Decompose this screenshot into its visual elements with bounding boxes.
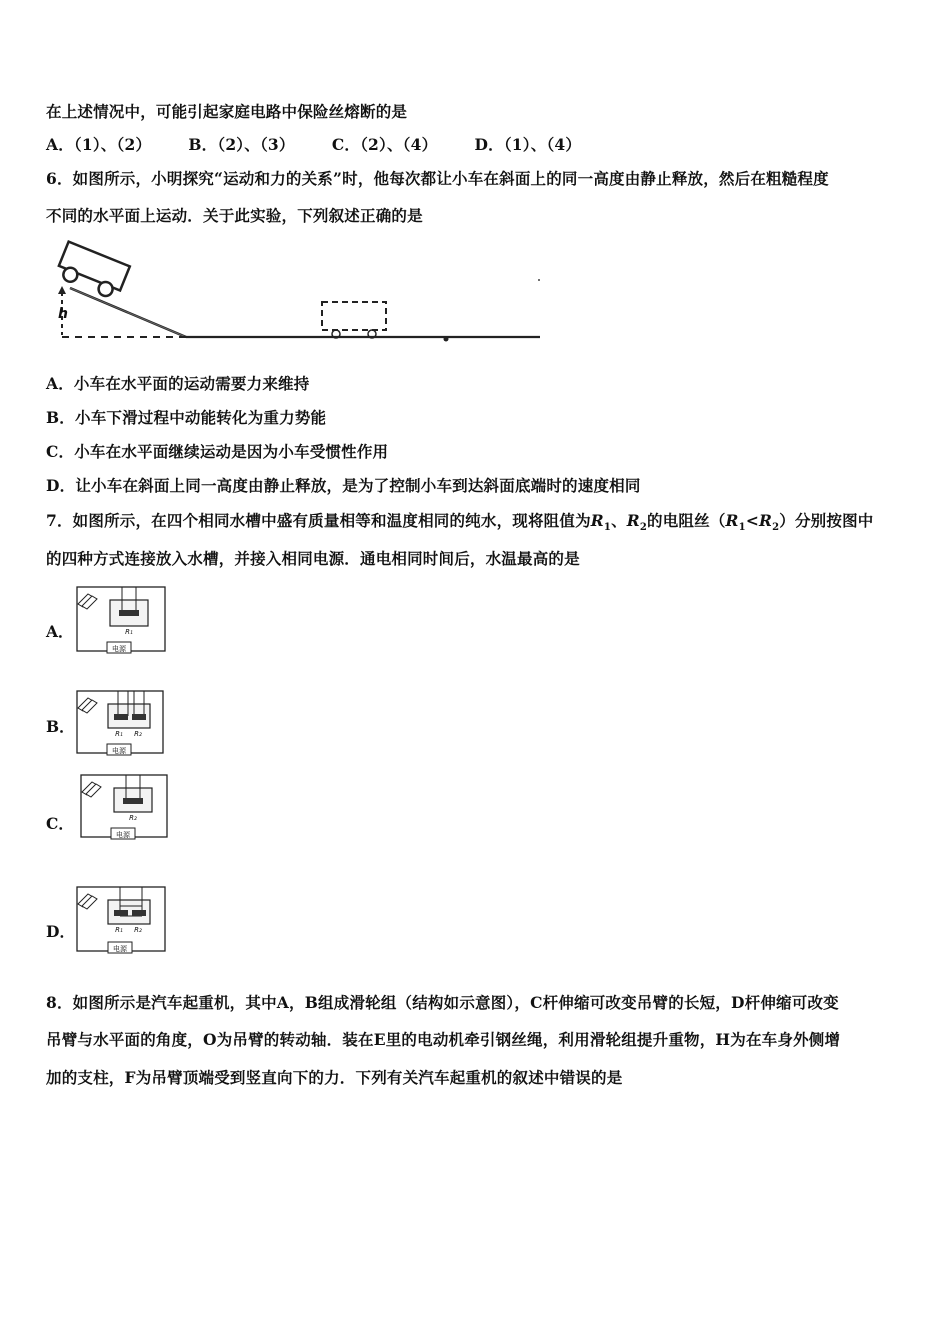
cart-dashed-position bbox=[322, 302, 386, 338]
q5-option-d[interactable]: D．（1）、（4） bbox=[474, 135, 582, 154]
circuit-c bbox=[78, 772, 174, 844]
svg-text:R₁: R₁ bbox=[115, 926, 123, 934]
q7-option-d-label[interactable]: D． bbox=[46, 922, 75, 941]
q6-option-a[interactable]: A．小车在水平面的运动需要力来维持 bbox=[46, 374, 310, 393]
svg-text:R₂: R₂ bbox=[134, 926, 142, 934]
q5-option-c[interactable]: C．（2）、（4） bbox=[331, 135, 438, 154]
svg-text:R₂: R₂ bbox=[134, 730, 142, 738]
svg-text:电源: 电源 bbox=[112, 645, 126, 653]
q6-stem-line1: 6．如图所示，小明探究“运动和力的关系”时，他每次都让小车在斜面上的同一高度由静止释放，然后在粗糙程度 bbox=[46, 169, 829, 188]
svg-text:R₁: R₁ bbox=[125, 628, 133, 636]
svg-text:R₁: R₁ bbox=[115, 730, 123, 738]
q6-stem-line2: 不同的水平面上运动．关于此实验，下列叙述正确的是 bbox=[46, 206, 423, 225]
svg-text:电源: 电源 bbox=[112, 747, 126, 755]
circuit-d bbox=[74, 884, 172, 958]
q6-option-d[interactable]: D．让小车在斜面上同一高度由静止释放，是为了控制小车到达斜面底端时的速度相同 bbox=[46, 476, 641, 495]
q5-options bbox=[46, 135, 581, 155]
q8-stem-line1: 8．如图所示是汽车起重机，其中A，B组成滑轮组（结构如示意图），C杆伸缩可改变吊臂的长短，D杆伸缩可改变 bbox=[46, 993, 839, 1012]
cart-on-incline bbox=[55, 242, 130, 301]
q7-option-b-label[interactable]: B． bbox=[46, 717, 75, 736]
q7-stem-line2: 的四种方式连接放入水槽，并接入相同电源．通电相同时间后，水温最高的是 bbox=[46, 549, 580, 568]
q7-stem-line1: 7．如图所示，在四个相同水槽中盛有质量相等和温度相同的纯水，现将阻值为$R_1$、$R_2$的电阻丝$(R_1<R_2)$分别按图中 bbox=[46, 511, 874, 534]
q6-option-c[interactable]: C．小车在水平面继续运动是因为小车受惯性作用 bbox=[46, 442, 389, 461]
height-label: h bbox=[58, 306, 68, 322]
q8-stem-line2: 吊臂与水平面的角度，O为吊臂的转动轴．装在E里的电动机牵引钢丝绳，利用滑轮组提升重物，H为在车身外侧增 bbox=[46, 1030, 841, 1049]
svg-text:R₂: R₂ bbox=[129, 814, 137, 822]
q7-option-c-label[interactable]: C． bbox=[46, 814, 74, 833]
q8-stem-line3: 加的支柱，F为吊臂顶端受到竖直向下的力．下列有关汽车起重机的叙述中错误的是 bbox=[46, 1068, 623, 1087]
q6-option-b[interactable]: B．小车下滑过程中动能转化为重力势能 bbox=[46, 408, 327, 427]
q5-stem-tail: 在上述情况中，可能引起家庭电路中保险丝熔断的是 bbox=[46, 102, 408, 121]
q5-option-a[interactable]: A．（1）、（2） bbox=[46, 135, 152, 154]
incline-figure bbox=[46, 240, 546, 350]
circuit-a bbox=[74, 584, 170, 656]
q7-option-a-label[interactable]: A． bbox=[46, 622, 74, 641]
circuit-b bbox=[74, 688, 170, 760]
svg-text:电源: 电源 bbox=[116, 831, 130, 839]
svg-text:电源: 电源 bbox=[113, 945, 127, 953]
q5-option-b[interactable]: B．（2）、（3） bbox=[188, 135, 295, 154]
